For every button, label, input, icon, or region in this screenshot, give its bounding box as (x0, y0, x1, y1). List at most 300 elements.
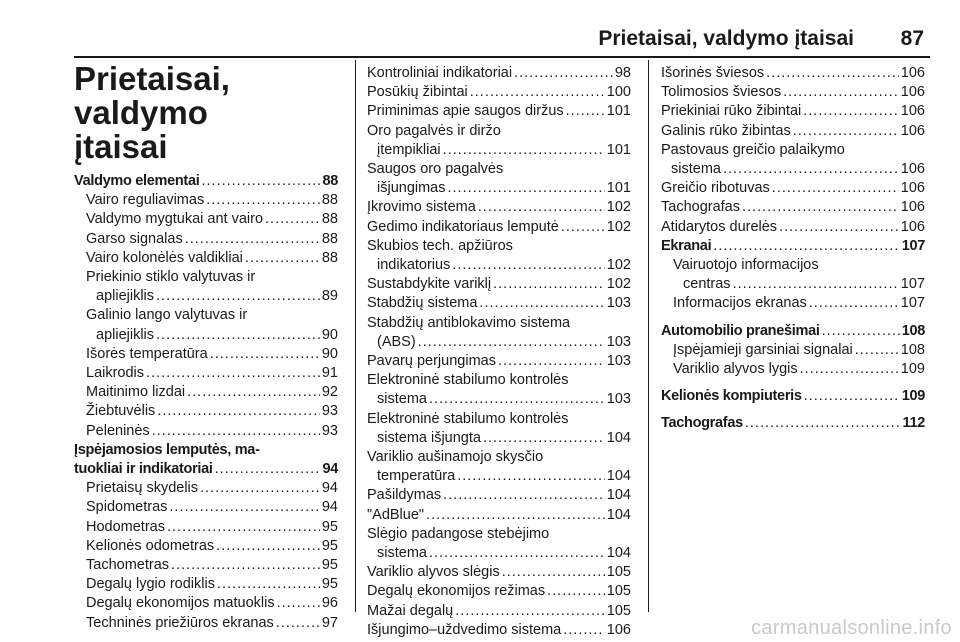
toc-page-number[interactable]: 88 (321, 192, 338, 209)
chapter-title-line-2: įtaisai (74, 128, 168, 165)
toc-entry[interactable] (661, 341, 925, 360)
toc-dot-leader (483, 429, 605, 448)
toc-entry[interactable] (74, 230, 338, 249)
toc-dot-leader (498, 352, 605, 371)
toc-entry-label: Peleninės (86, 422, 150, 439)
toc-page-number[interactable]: 106 (900, 65, 925, 81)
toc-entry-label: Vairo reguliavimas (86, 192, 205, 209)
toc-entry-label: Valdymo elementai (74, 173, 200, 189)
toc-page-number[interactable]: 104 (606, 506, 631, 523)
toc-dot-leader (566, 102, 605, 121)
toc-entry-row (86, 556, 338, 575)
toc-entry[interactable] (74, 345, 338, 364)
toc-entry-label-line: Variklio aušinamojo skysčio (367, 449, 544, 466)
toc-dot-leader (733, 275, 899, 294)
toc-entry-label: Tachografas (661, 199, 740, 216)
toc-entry[interactable] (367, 102, 631, 121)
toc-entry-label: temperatūra (377, 468, 456, 485)
toc-page-number[interactable]: 89 (321, 288, 338, 305)
column-divider-2 (648, 60, 649, 612)
toc-page-number[interactable]: 88 (321, 249, 338, 266)
toc-page-number[interactable]: 90 (321, 326, 338, 343)
toc-entry[interactable] (74, 518, 338, 537)
toc-entry-row (661, 322, 925, 341)
toc-entry-row (367, 544, 631, 563)
toc-page-number[interactable]: 107 (900, 295, 925, 312)
toc-entry-row (367, 218, 631, 237)
toc-entry-row (673, 341, 925, 360)
toc-entry[interactable] (367, 218, 631, 237)
toc-dot-leader (277, 594, 320, 613)
toc-entry-row (86, 191, 338, 210)
toc-entry-label: Galinis rūko žibintas (661, 122, 791, 139)
toc-entry-label: Žiebtuvėlis (86, 403, 156, 420)
toc-page-number[interactable]: 105 (606, 564, 631, 581)
toc-page-number[interactable]: 106 (900, 103, 925, 120)
toc-entry-row (661, 198, 925, 217)
toc-entry-row (86, 575, 338, 594)
toc-page-number[interactable]: 104 (606, 545, 631, 562)
toc-column-2 (367, 64, 631, 640)
toc-dot-leader (803, 102, 899, 121)
toc-entry[interactable] (661, 141, 925, 179)
toc-entry-row (367, 563, 631, 582)
toc-entry[interactable] (367, 582, 631, 601)
toc-page-number[interactable]: 94 (321, 499, 338, 516)
toc-entry-label: Išorės temperatūra (86, 345, 208, 362)
toc-entry[interactable] (367, 352, 631, 371)
toc-entry-row (86, 249, 338, 268)
toc-dot-leader (470, 83, 605, 102)
toc-entry-label: Gedimo indikatoriaus lemputė (367, 218, 559, 235)
toc-entry-label: Pašildymas (367, 487, 442, 504)
toc-entry-label: Priminimas apie saugos diržus (367, 103, 564, 120)
toc-entry[interactable] (367, 563, 631, 582)
toc-entry-label: Maitinimo lizdai (86, 384, 186, 401)
toc-entry[interactable] (661, 218, 925, 237)
toc-entry-label: Išorinės šviesos (661, 65, 765, 81)
toc-entry-label-line: Stabdžių antiblokavimo sistema (367, 314, 571, 331)
toc-dot-leader (561, 218, 605, 237)
toc-page-number[interactable]: 97 (321, 614, 338, 631)
toc-page-number[interactable]: 103 (606, 353, 631, 370)
toc-entry-row (661, 414, 925, 433)
toc-entry-label: įtempikliai (377, 141, 441, 158)
toc-entry-label: Pavarų perjungimas (367, 353, 496, 370)
toc-entry-row (367, 83, 631, 102)
toc-entry-row (86, 326, 338, 345)
toc-page-number[interactable]: 98 (614, 65, 631, 81)
toc-dot-leader (156, 287, 320, 306)
toc-entry-label: Išjungimo–uždvedimo sistema (367, 621, 562, 638)
toc-entry[interactable] (661, 64, 925, 83)
toc-dot-leader (783, 83, 899, 102)
toc-entry-label: Posūkių žibintai (367, 84, 468, 101)
toc-entry-label: sistema (377, 391, 427, 408)
toc-entry-row (367, 506, 631, 525)
toc-dot-leader (455, 602, 605, 621)
toc-entry-label: Variklio alyvos lygis (673, 361, 798, 378)
toc-page-number[interactable]: 107 (901, 237, 925, 254)
toc-section-heading[interactable] (74, 172, 338, 191)
toc-entry-row (86, 402, 338, 421)
toc-page-number[interactable]: 101 (606, 180, 631, 197)
toc-entry-label: Degalų ekonomijos matuoklis (86, 595, 275, 612)
toc-entry-row (367, 179, 631, 198)
toc-entry-label: Kontroliniai indikatoriai (367, 65, 513, 81)
toc-dot-leader (426, 506, 605, 525)
toc-entry-row (86, 287, 338, 306)
toc-entry-row (673, 360, 925, 379)
toc-entry[interactable] (367, 314, 631, 352)
toc-dot-leader (443, 141, 605, 160)
toc-page-number[interactable]: 106 (900, 180, 925, 197)
toc-entry-row (86, 518, 338, 537)
toc-entry-label: "AdBlue" (367, 506, 425, 523)
toc-page-number[interactable]: 88 (321, 211, 338, 228)
toc-entry-label-line: Elektroninė stabilumo kontrolės (367, 372, 569, 389)
toc-page-number[interactable]: 92 (321, 384, 338, 401)
toc-entry[interactable] (661, 102, 925, 121)
toc-page-number[interactable]: 104 (606, 468, 631, 485)
toc-entry-row (673, 275, 925, 294)
toc-page-number[interactable]: 112 (902, 415, 925, 432)
toc-dot-leader (216, 537, 320, 556)
toc-dot-leader (547, 582, 605, 601)
toc-page-number[interactable]: 105 (606, 602, 631, 619)
toc-dot-leader (187, 383, 320, 402)
toc-entry[interactable] (367, 410, 631, 448)
toc-entry-label: tuokliai ir indikatoriai (74, 461, 213, 478)
toc-entry-row (86, 345, 338, 364)
toc-dot-leader (169, 498, 319, 517)
toc-entry-label: Variklio alyvos slėgis (367, 564, 500, 581)
toc-entry-label: Priekiniai rūko žibintai (661, 103, 802, 120)
toc-entry-row (86, 230, 338, 249)
toc-entry[interactable] (74, 402, 338, 421)
toc-dot-leader (779, 218, 899, 237)
toc-page-number[interactable]: 91 (321, 365, 338, 382)
toc-page-number[interactable]: 104 (606, 487, 631, 504)
toc-entry[interactable] (74, 210, 338, 229)
toc-dot-leader (822, 322, 900, 341)
toc-entry-row (86, 383, 338, 402)
toc-page-number[interactable]: 106 (900, 84, 925, 101)
toc-column-1 (74, 172, 338, 633)
toc-entry-row (367, 352, 631, 371)
toc-entry[interactable] (367, 506, 631, 525)
toc-dot-leader (742, 198, 899, 217)
toc-entry[interactable] (367, 160, 631, 198)
toc-dot-leader (443, 486, 605, 505)
toc-entry-row (661, 387, 925, 406)
toc-entry[interactable] (367, 83, 631, 102)
toc-page-number[interactable]: 93 (321, 422, 338, 439)
toc-entry-label: Mažai degalų (367, 602, 454, 619)
toc-entry[interactable] (74, 479, 338, 498)
toc-entry-row (86, 537, 338, 556)
toc-dot-leader (156, 326, 320, 345)
toc-entry[interactable] (74, 614, 338, 633)
running-header-title: Prietaisai, valdymo įtaisai (598, 27, 854, 50)
toc-section-heading[interactable] (661, 237, 925, 256)
toc-entry-row (86, 210, 338, 229)
toc-entry-label-line: Skubios tech. apžiūros (367, 237, 513, 254)
toc-entry-label: Valdymo mygtukai ant vairo (86, 211, 264, 228)
toc-page-number[interactable]: 108 (900, 341, 925, 358)
toc-page-number[interactable]: 95 (321, 518, 338, 535)
toc-entry-label-line: Slėgio padangose stebėjimo (367, 525, 550, 542)
toc-dot-leader (800, 360, 899, 379)
toc-page-number[interactable]: 95 (321, 557, 338, 574)
toc-entry[interactable] (661, 294, 925, 313)
toc-dot-leader (514, 64, 613, 83)
toc-dot-leader (855, 341, 899, 360)
toc-entry[interactable] (661, 122, 925, 141)
toc-entry-row (661, 102, 925, 121)
toc-entry-row (367, 390, 631, 409)
toc-entry-label: Įspėjamieji garsiniai signalai (673, 341, 853, 358)
toc-page-number[interactable]: 108 (901, 322, 925, 339)
chapter-title (74, 62, 344, 164)
toc-page-number[interactable]: 106 (900, 161, 925, 178)
toc-entry-label-line: Galinio lango valytuvas ir (86, 307, 248, 324)
toc-page-number[interactable]: 106 (900, 122, 925, 139)
toc-page-number[interactable]: 102 (606, 276, 631, 293)
toc-entry-label: Tachometras (86, 557, 170, 574)
toc-page-number[interactable]: 100 (606, 84, 631, 101)
toc-entry-label: Tolimosios šviesos (661, 84, 782, 101)
toc-entry-row (367, 486, 631, 505)
toc-page-number[interactable]: 106 (900, 199, 925, 216)
toc-dot-leader (152, 422, 320, 441)
toc-entry-row (74, 460, 338, 479)
toc-entry[interactable] (74, 364, 338, 383)
toc-dot-leader (429, 390, 605, 409)
toc-section-heading[interactable] (74, 441, 338, 479)
toc-entry-label: Laikrodis (86, 365, 145, 382)
toc-entry-label: Spidometras (86, 499, 168, 516)
toc-entry-label: Informacijos ekranas (673, 295, 807, 312)
toc-dot-leader (804, 387, 900, 406)
toc-page-number[interactable]: 94 (321, 480, 338, 497)
toc-dot-leader (171, 556, 320, 575)
toc-page-number[interactable]: 96 (321, 595, 338, 612)
toc-section-heading[interactable] (661, 387, 925, 406)
toc-entry[interactable] (74, 249, 338, 268)
toc-page-number[interactable]: 109 (901, 388, 925, 405)
toc-entry[interactable] (661, 198, 925, 217)
toc-entry[interactable] (367, 122, 631, 160)
toc-entry[interactable] (661, 256, 925, 294)
toc-entry-row (367, 333, 631, 352)
toc-page-number[interactable]: 109 (900, 361, 925, 378)
toc-page-number[interactable]: 95 (321, 576, 338, 593)
toc-page-number[interactable]: 102 (606, 257, 631, 274)
toc-dot-leader (201, 172, 320, 191)
chapter-title-line-1: Prietaisai, valdymo (74, 60, 230, 131)
toc-entry[interactable] (367, 525, 631, 563)
toc-entry-label: Prietaisų skydelis (86, 480, 199, 497)
toc-entry-label: apliejiklis (96, 288, 155, 305)
toc-entry-row (367, 256, 631, 275)
toc-entry-row (661, 218, 925, 237)
toc-entry-label: sistema (377, 545, 427, 562)
toc-entry-row (74, 172, 338, 191)
toc-entry-row (86, 498, 338, 517)
toc-entry[interactable] (74, 498, 338, 517)
toc-dot-leader (210, 345, 320, 364)
toc-entry-label: Sustabdykite variklį (367, 276, 492, 293)
toc-dot-leader (217, 575, 320, 594)
toc-entry[interactable] (661, 360, 925, 379)
toc-entry-row (86, 594, 338, 613)
toc-entry-row (367, 64, 631, 83)
toc-entry-label: išjungimas (377, 180, 446, 197)
toc-entry[interactable] (367, 198, 631, 217)
toc-entry-label: Vairo kolonėlės valdikliai (86, 249, 243, 266)
toc-dot-leader (146, 364, 320, 383)
toc-entry-row (661, 83, 925, 102)
toc-entry-label: Automobilio pranešimai (661, 322, 820, 339)
toc-entry-label: Stabdžių sistema (367, 295, 478, 312)
toc-dot-leader (452, 256, 604, 275)
toc-dot-leader (157, 402, 320, 421)
toc-entry[interactable] (367, 621, 631, 640)
toc-entry-label-line: Įspėjamosios lemputės, ma- (74, 441, 260, 458)
toc-entry-label: Degalų ekonomijos režimas (367, 583, 546, 600)
toc-entry[interactable] (74, 383, 338, 402)
toc-dot-leader (448, 179, 605, 198)
toc-entry-row (86, 614, 338, 633)
toc-entry[interactable] (367, 237, 631, 275)
toc-page-number[interactable]: 93 (321, 403, 338, 420)
toc-entry-row (86, 422, 338, 441)
toc-entry-row (367, 294, 631, 313)
toc-entry-row (661, 237, 925, 256)
toc-dot-leader (418, 333, 605, 352)
toc-dot-leader (766, 64, 899, 83)
toc-dot-leader (457, 467, 605, 486)
watermark: carmanualsonline.info (751, 617, 952, 639)
toc-entry-label-line: Vairuotojo informacijos (673, 257, 819, 274)
toc-entry-row (661, 179, 925, 198)
toc-entry[interactable] (367, 294, 631, 313)
toc-entry[interactable] (74, 422, 338, 441)
toc-dot-leader (563, 621, 605, 640)
toc-entry-row (367, 582, 631, 601)
toc-entry[interactable] (74, 191, 338, 210)
toc-page-number[interactable]: 101 (606, 141, 631, 158)
toc-page-number[interactable]: 106 (900, 218, 925, 235)
toc-entry[interactable] (367, 486, 631, 505)
toc-section-heading[interactable] (661, 414, 925, 433)
toc-entry-label: centras (683, 276, 731, 293)
toc-dot-leader (200, 479, 320, 498)
toc-entry[interactable] (367, 275, 631, 294)
toc-entry-row (367, 602, 631, 621)
toc-entry-row (367, 467, 631, 486)
toc-entry-label: Techninės priežiūros ekranas (86, 614, 274, 631)
toc-page-number[interactable]: 94 (322, 461, 338, 478)
toc-entry-label-line: Priekinio stiklo valytuvas ir (86, 269, 256, 286)
toc-page-number[interactable]: 103 (606, 295, 631, 312)
toc-dot-leader (429, 544, 605, 563)
toc-entry[interactable] (74, 594, 338, 613)
toc-dot-leader (793, 122, 899, 141)
toc-entry-label: Degalų lygio rodiklis (86, 576, 215, 593)
toc-entry[interactable] (367, 64, 631, 83)
toc-entry[interactable] (367, 602, 631, 621)
toc-entry-row (661, 160, 925, 179)
toc-entry[interactable] (367, 371, 631, 409)
toc-entry[interactable] (74, 537, 338, 556)
toc-entry-row (367, 141, 631, 160)
toc-dot-leader (245, 249, 320, 268)
toc-entry-label: Hodometras (86, 518, 165, 535)
toc-entry[interactable] (661, 179, 925, 198)
toc-entry-row (661, 122, 925, 141)
toc-entry[interactable] (661, 83, 925, 102)
toc-entry-row (367, 275, 631, 294)
toc-page-number[interactable]: 104 (606, 429, 631, 446)
toc-entry-row (673, 294, 925, 313)
toc-dot-leader (265, 210, 320, 229)
toc-entry-label: indikatorius (377, 257, 451, 274)
toc-entry-row (86, 364, 338, 383)
toc-page-number[interactable]: 103 (606, 333, 631, 350)
toc-entry-label: sistema išjungta (377, 429, 481, 446)
toc-entry-row (367, 621, 631, 640)
toc-entry[interactable] (74, 268, 338, 306)
toc-page-number[interactable]: 102 (606, 218, 631, 235)
toc-entry-label: Tachografas (661, 415, 743, 432)
page-header (0, 0, 960, 58)
toc-entry-row (661, 64, 925, 83)
toc-section-heading[interactable] (661, 322, 925, 341)
toc-entry-label-line: Oro pagalvės ir diržo (367, 122, 501, 139)
toc-dot-leader (167, 518, 320, 537)
toc-entry[interactable] (367, 448, 631, 486)
toc-dot-leader (745, 414, 901, 433)
toc-entry-label: apliejiklis (96, 326, 155, 343)
toc-dot-leader (723, 160, 899, 179)
toc-entry-label: Greičio ribotuvas (661, 180, 770, 197)
toc-entry-label: (ABS) (377, 333, 416, 350)
toc-entry-row (367, 429, 631, 448)
toc-page-number[interactable]: 90 (321, 345, 338, 362)
toc-dot-leader (713, 237, 899, 256)
header-rule (74, 56, 930, 58)
toc-entry-row (367, 102, 631, 121)
toc-page-number[interactable]: 101 (606, 103, 631, 120)
toc-dot-leader (493, 275, 605, 294)
toc-entry-row (86, 479, 338, 498)
toc-page-number[interactable]: 107 (900, 276, 925, 293)
toc-entry[interactable] (74, 575, 338, 594)
toc-page-number[interactable]: 106 (606, 621, 631, 638)
toc-page-number[interactable]: 88 (321, 230, 338, 247)
toc-page-number[interactable]: 103 (606, 391, 631, 408)
toc-page-number[interactable]: 95 (321, 537, 338, 554)
toc-page-number[interactable]: 88 (322, 173, 338, 189)
toc-page-number[interactable]: 102 (606, 199, 631, 216)
toc-dot-leader (478, 198, 605, 217)
toc-entry[interactable] (74, 306, 338, 344)
toc-entry-label-line: Pastovaus greičio palaikymo (661, 141, 845, 158)
toc-page-number[interactable]: 105 (606, 583, 631, 600)
toc-entry[interactable] (74, 556, 338, 575)
